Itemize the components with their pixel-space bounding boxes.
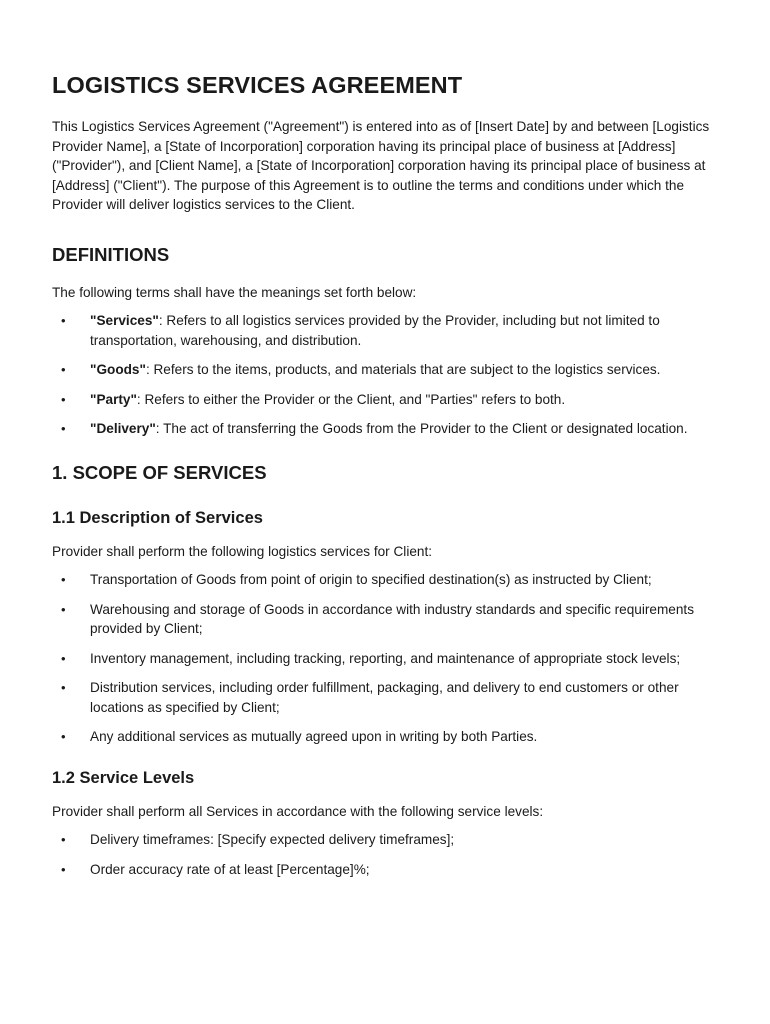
list-item [52, 830, 722, 850]
service-levels-lead: Provider shall perform all Services in accordance with the following service levels: [52, 803, 544, 819]
definition-item [52, 419, 722, 439]
scope-heading: 1. SCOPE OF SERVICES [52, 461, 267, 483]
intro-paragraph: This Logistics Services Agreement ("Agreement") is entered into as of [Insert Date] by and between [Logistics Provider Name], a [State of Incorporation] corporation having its principal place of business at [Address] ("Provider"), and [Client Name], a [State of Incorporation] corporation having its principal place of business at [Address] ("Client"). The purpose of this Agreement is to outline the terms and conditions under which the Provider will deliver logistics services to the Client. [52, 119, 710, 212]
bullet-icon: • [61, 421, 66, 436]
definition-term: "Party" [90, 391, 137, 407]
definition-term: "Delivery" [90, 421, 156, 436]
bullet-icon: • [61, 861, 66, 877]
list-item [52, 600, 722, 639]
bullet-icon: • [61, 729, 66, 744]
list-item-text: Any additional services as mutually agreed upon in writing by both Parties. [90, 729, 538, 744]
list-item-text: Distribution services, including order fulfillment, packaging, and delivery to end customers or other locations as specified by Client; [90, 680, 679, 715]
services-list [52, 570, 722, 747]
bullet-icon: • [61, 680, 66, 695]
list-item-text: Order accuracy rate of at least [Percentage]%; [90, 861, 370, 877]
service-levels-heading: 1.2 Service Levels [52, 768, 195, 787]
list-item [52, 649, 722, 669]
service-levels-list [52, 830, 722, 879]
description-lead: Provider shall perform the following logistics services for Client: [52, 543, 433, 559]
bullet-icon: • [61, 650, 66, 666]
definition-text: : Refers to either the Provider or the Client, and "Parties" refers to both. [136, 391, 566, 407]
list-item-text: Delivery timeframes: [Specify expected delivery timeframes]; [90, 832, 455, 847]
list-item [52, 678, 722, 717]
definitions-list [52, 311, 722, 439]
bullet-icon: • [61, 391, 66, 407]
definition-item [52, 311, 722, 350]
definitions-lead: The following terms shall have the meanings set forth below: [52, 284, 417, 300]
bullet-icon: • [61, 313, 66, 328]
bullet-icon: • [61, 601, 66, 617]
list-item [52, 570, 722, 590]
definition-item [52, 390, 722, 410]
description-heading: 1.1 Description of Services [52, 508, 263, 527]
document-body [52, 70, 722, 889]
list-item-text: Warehousing and storage of Goods in accordance with industry standards and specific requirements provided by Client; [90, 601, 694, 636]
definition-item [52, 360, 722, 380]
bullet-icon: • [61, 572, 66, 587]
bullet-icon: • [61, 362, 66, 377]
document-title: LOGISTICS SERVICES AGREEMENT [52, 72, 463, 98]
list-item [52, 860, 722, 880]
list-item-text: Inventory management, including tracking, reporting, and maintenance of appropriate stock levels; [90, 650, 681, 666]
definition-text: : Refers to the items, products, and materials that are subject to the logistics services. [145, 362, 661, 377]
list-item-text: Transportation of Goods from point of origin to specified destination(s) as instructed by Client; [90, 572, 652, 587]
definition-text: : The act of transferring the Goods from the Provider to the Client or designated location. [155, 421, 688, 436]
bullet-icon: • [61, 832, 66, 847]
definition-term: "Goods" [90, 362, 146, 377]
definition-term: "Services" [90, 313, 159, 328]
list-item [52, 727, 722, 747]
definitions-heading: DEFINITIONS [52, 243, 170, 265]
definition-text: : Refers to all logistics services provided by the Provider, including but not limited to transportation, warehousing, and distribution. [90, 313, 660, 348]
